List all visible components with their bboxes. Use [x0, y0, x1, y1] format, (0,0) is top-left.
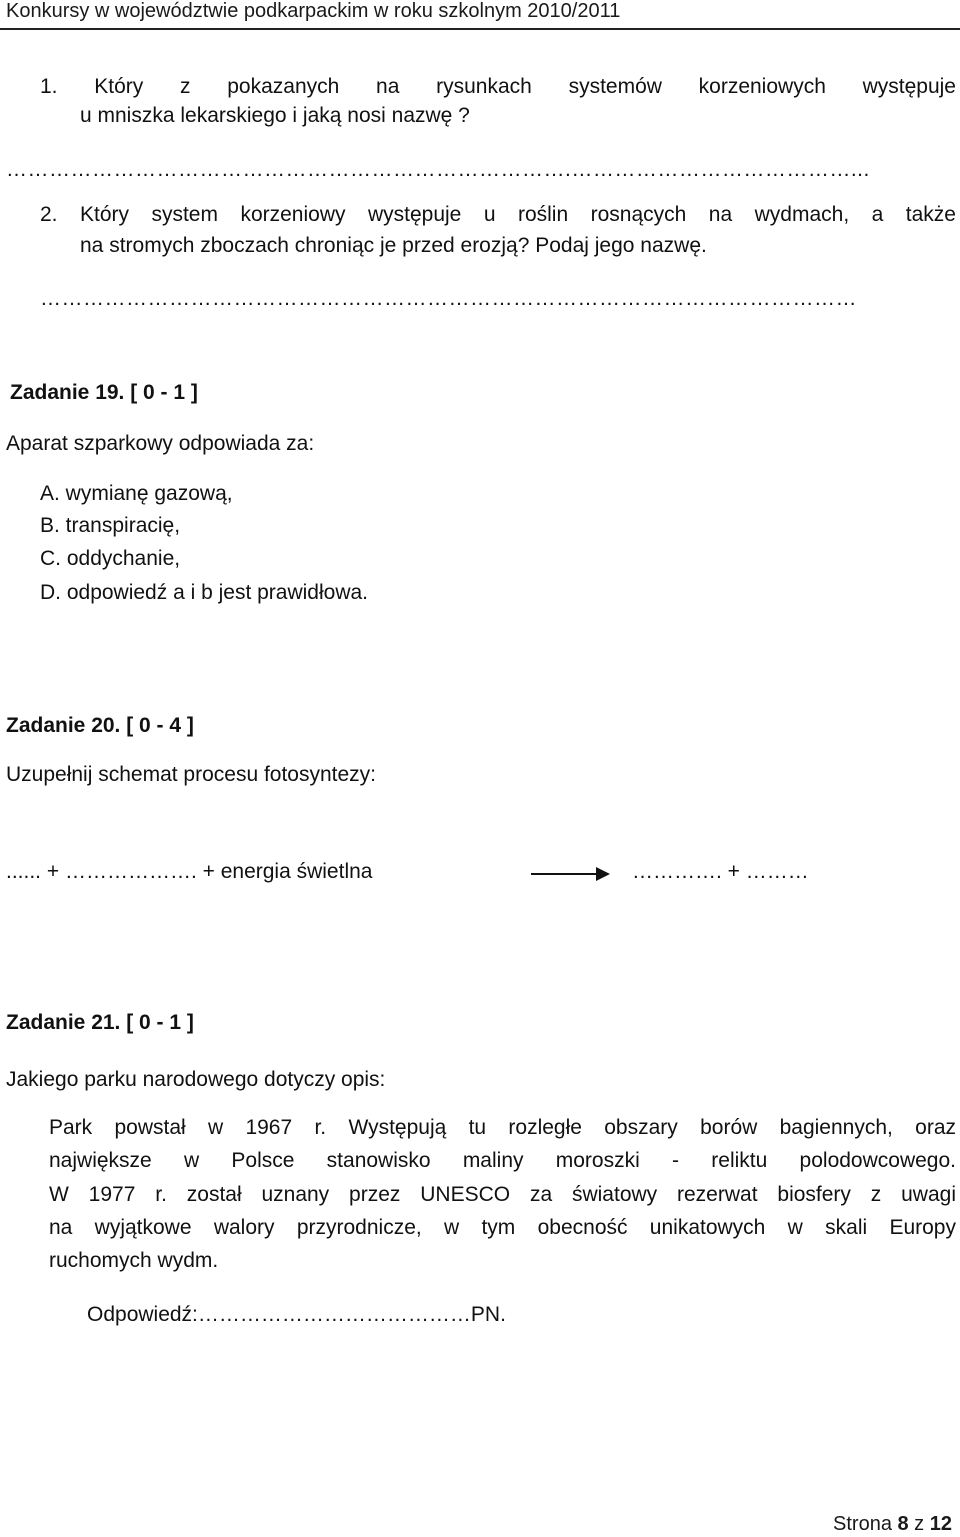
current-page: 8 — [897, 1513, 909, 1535]
reaction-arrow-head — [596, 867, 610, 881]
q18-item2-line1: 2. Który system korzeniowy występuje u roślin rosnących na wydmach, a także — [40, 203, 956, 226]
task21-description-line1: Park powstał w 1967 r. Występują tu rozległe obszary borów bagiennych, oraz — [49, 1116, 956, 1139]
task21-answer — [87, 1300, 506, 1330]
document-header: Konkursy w województwie podkarpackim w roku szkolnym 2010/2011 — [6, 0, 621, 22]
page-prefix: Strona — [833, 1513, 898, 1535]
header-rule — [0, 28, 960, 30]
q18-item2-answer-line: …………………………………………………………………………………………………… — [40, 287, 857, 310]
task20-question: Uzupełnij schemat procesu fotosyntezy: — [6, 763, 377, 786]
task21-title: Zadanie 21. [ 0 - 1 ] — [6, 1011, 194, 1034]
task19-title: Zadanie 19. [ 0 - 1 ] — [10, 381, 198, 404]
page-number — [833, 1513, 952, 1536]
task20-title: Zadanie 20. [ 0 - 4 ] — [6, 714, 194, 737]
photosynthesis-left-side: ...... + ………………. + energia świetlna — [6, 860, 373, 883]
task21-description-line4: na wyjątkowe walory przyrodnicze, w tym obecność unikatowych w skali Europy — [49, 1216, 956, 1239]
q18-item1-answer-line: …………………………………………………………………….…………………………………... — [6, 158, 870, 181]
answer-blank: ………………………………… — [197, 1303, 471, 1326]
page-separator: z — [908, 1513, 930, 1535]
reaction-arrow — [531, 873, 597, 875]
task19-option-d: D. odpowiedź a i b jest prawidłowa. — [40, 581, 369, 604]
task19-option-c: C. oddychanie, — [40, 547, 181, 570]
answer-label: Odpowiedź: — [87, 1303, 198, 1326]
task19-option-b: B. transpiracię, — [40, 514, 181, 537]
task21-question: Jakiego parku narodowego dotyczy opis: — [6, 1068, 386, 1091]
total-pages: 12 — [929, 1513, 952, 1535]
answer-suffix: PN. — [470, 1303, 506, 1326]
task21-description-line2: największe w Polsce stanowisko maliny moroszki - reliktu polodowcowego. — [49, 1149, 956, 1172]
task19-question: Aparat szparkowy odpowiada za: — [6, 432, 315, 455]
task21-description-line5: ruchomych wydm. — [49, 1249, 219, 1272]
photosynthesis-right-side: …………. + ……… — [632, 860, 809, 883]
q18-item2-line2: na stromych zboczach chroniąc je przed erozją? Podaj jego nazwę. — [80, 234, 707, 257]
q18-item1-line2: u mniszka lekarskiego i jaką nosi nazwę ? — [80, 104, 470, 127]
q18-item1-line1: 1. Który z pokazanych na rysunkach systemów korzeniowych występuje — [40, 75, 956, 98]
task19-option-a: A. wymianę gazową, — [40, 482, 233, 505]
task21-description-line3: W 1977 r. został uznany przez UNESCO za światowy rezerwat biosfery z uwagi — [49, 1183, 956, 1206]
